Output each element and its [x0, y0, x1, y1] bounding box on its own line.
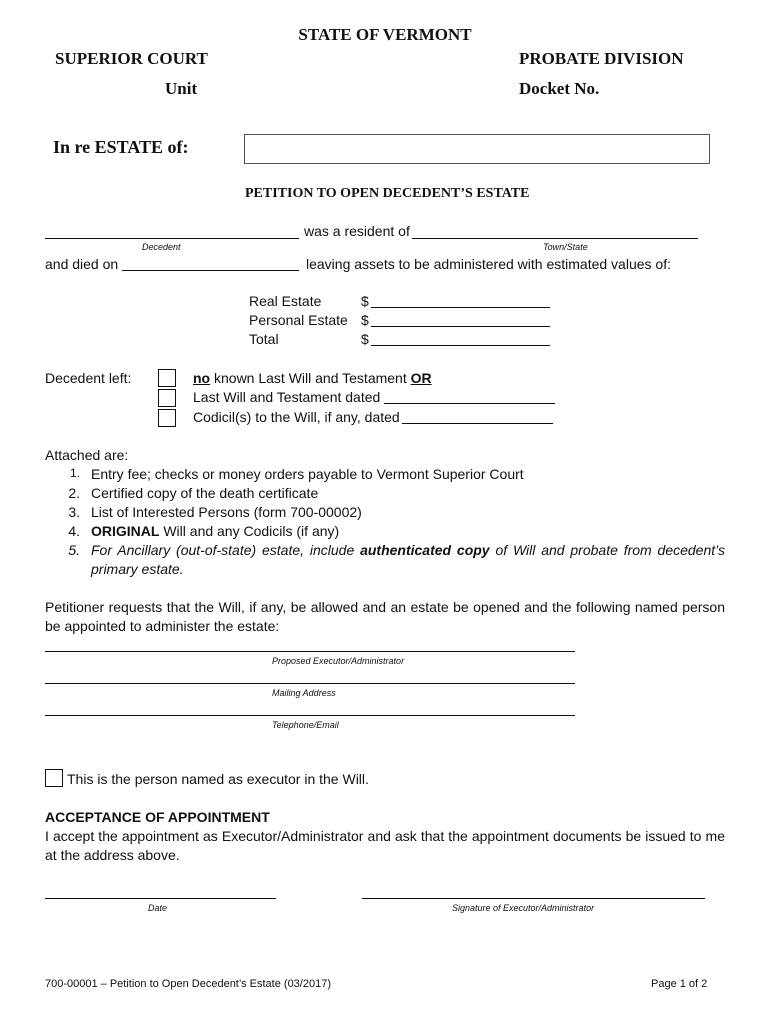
proposed-executor-label: Proposed Executor/Administrator: [272, 656, 405, 666]
date-line[interactable]: [45, 898, 276, 899]
no-will-checkbox[interactable]: [158, 369, 176, 387]
town-state-label: Town/State: [543, 242, 588, 252]
proposed-executor-line[interactable]: [45, 651, 575, 652]
ancillary-text-end: primary estate.: [91, 561, 184, 577]
no-will-text: known Last Will and Testament: [210, 370, 411, 386]
attached-item-original-will: [91, 523, 339, 539]
attached-item-entry-fee: Entry fee; checks or money orders payable to Vermont Superior Court: [91, 466, 524, 482]
death-date-line[interactable]: [122, 270, 299, 271]
acceptance-heading: ACCEPTANCE OF APPOINTMENT: [45, 809, 270, 825]
list-number: 5.: [68, 542, 80, 558]
attached-item-interested-persons: List of Interested Persons (form 700-00002): [91, 504, 362, 520]
page-number-footer: Page 1 of 2: [651, 978, 708, 990]
petition-request-text: Petitioner requests that the Will, if any, be allowed and an estate be opened and the following named person: [45, 599, 725, 615]
original-emphasis: ORIGINAL: [91, 523, 160, 539]
or-emphasis: OR: [410, 370, 432, 386]
unit-label: Unit: [165, 79, 198, 98]
personal-estate-value-line[interactable]: [371, 326, 550, 327]
no-will-option: [193, 370, 432, 386]
ancillary-text: For Ancillary (out-of-state) estate, include: [91, 542, 361, 558]
acceptance-text: I accept the appointment as Executor/Administrator and ask that the appointment documents be issued to me: [45, 828, 725, 844]
named-executor-checkbox[interactable]: [45, 769, 63, 787]
attached-item-ancillary: [91, 542, 725, 558]
acceptance-text-cont: at the address above.: [45, 847, 180, 863]
no-emphasis: no: [193, 370, 211, 386]
codicil-date-line[interactable]: [402, 423, 553, 424]
original-will-text: Will and any Codicils (if any): [159, 523, 340, 539]
dollar-sign: $: [361, 312, 369, 328]
dollar-sign: $: [361, 293, 369, 309]
date-label: Date: [148, 903, 168, 913]
list-number: 3.: [68, 504, 80, 520]
telephone-email-line[interactable]: [45, 715, 575, 716]
mailing-address-label: Mailing Address: [272, 688, 336, 698]
petition-title: PETITION TO OPEN DECEDENT’S ESTATE: [245, 186, 530, 201]
form-number-footer: 700-00001 – Petition to Open Decedent’s Estate (03/2017): [45, 978, 331, 990]
dollar-sign: $: [361, 331, 369, 347]
real-estate-label: Real Estate: [249, 293, 322, 309]
last-will-option: Last Will and Testament dated: [193, 389, 381, 405]
decedent-label: Decedent: [142, 242, 181, 252]
leaving-assets-text: leaving assets to be administered with estimated values of:: [306, 256, 671, 272]
total-label: Total: [249, 331, 279, 347]
ancillary-text-cont: of Will and probate from decedent’s: [489, 542, 725, 558]
attached-heading: Attached are:: [45, 447, 129, 463]
in-re-estate-label: In re ESTATE of:: [53, 137, 189, 157]
total-value-line[interactable]: [371, 345, 550, 346]
decedent-left-label: Decedent left:: [45, 370, 132, 386]
list-number: 1.: [69, 466, 80, 480]
died-on-text: and died on: [45, 256, 119, 272]
codicil-option: Codicil(s) to the Will, if any, dated: [193, 409, 400, 425]
state-heading: STATE OF VERMONT: [298, 25, 472, 44]
named-executor-text: This is the person named as executor in the Will.: [67, 771, 369, 787]
attached-item-death-certificate: Certified copy of the death certificate: [91, 485, 319, 501]
mailing-address-line[interactable]: [45, 683, 575, 684]
docket-label: Docket No.: [519, 79, 600, 98]
list-number: 4.: [68, 523, 80, 539]
codicil-checkbox[interactable]: [158, 409, 176, 427]
decedent-name-line[interactable]: [45, 238, 299, 239]
personal-estate-label: Personal Estate: [249, 312, 348, 328]
was-resident-text: was a resident of: [304, 223, 410, 239]
will-date-line[interactable]: [384, 403, 555, 404]
last-will-checkbox[interactable]: [158, 389, 176, 407]
signature-label: Signature of Executor/Administrator: [452, 903, 595, 913]
division-heading: PROBATE DIVISION: [519, 49, 684, 68]
list-number: 2.: [68, 485, 80, 501]
estate-name-field[interactable]: [244, 134, 710, 164]
telephone-email-label: Telephone/Email: [272, 720, 339, 730]
petition-request-text-cont: be appointed to administer the estate:: [45, 618, 280, 634]
real-estate-value-line[interactable]: [371, 307, 550, 308]
town-state-line[interactable]: [412, 238, 698, 239]
authenticated-copy-emphasis: authenticated copy: [360, 542, 490, 558]
signature-line[interactable]: [362, 898, 705, 899]
court-heading: SUPERIOR COURT: [55, 49, 208, 68]
